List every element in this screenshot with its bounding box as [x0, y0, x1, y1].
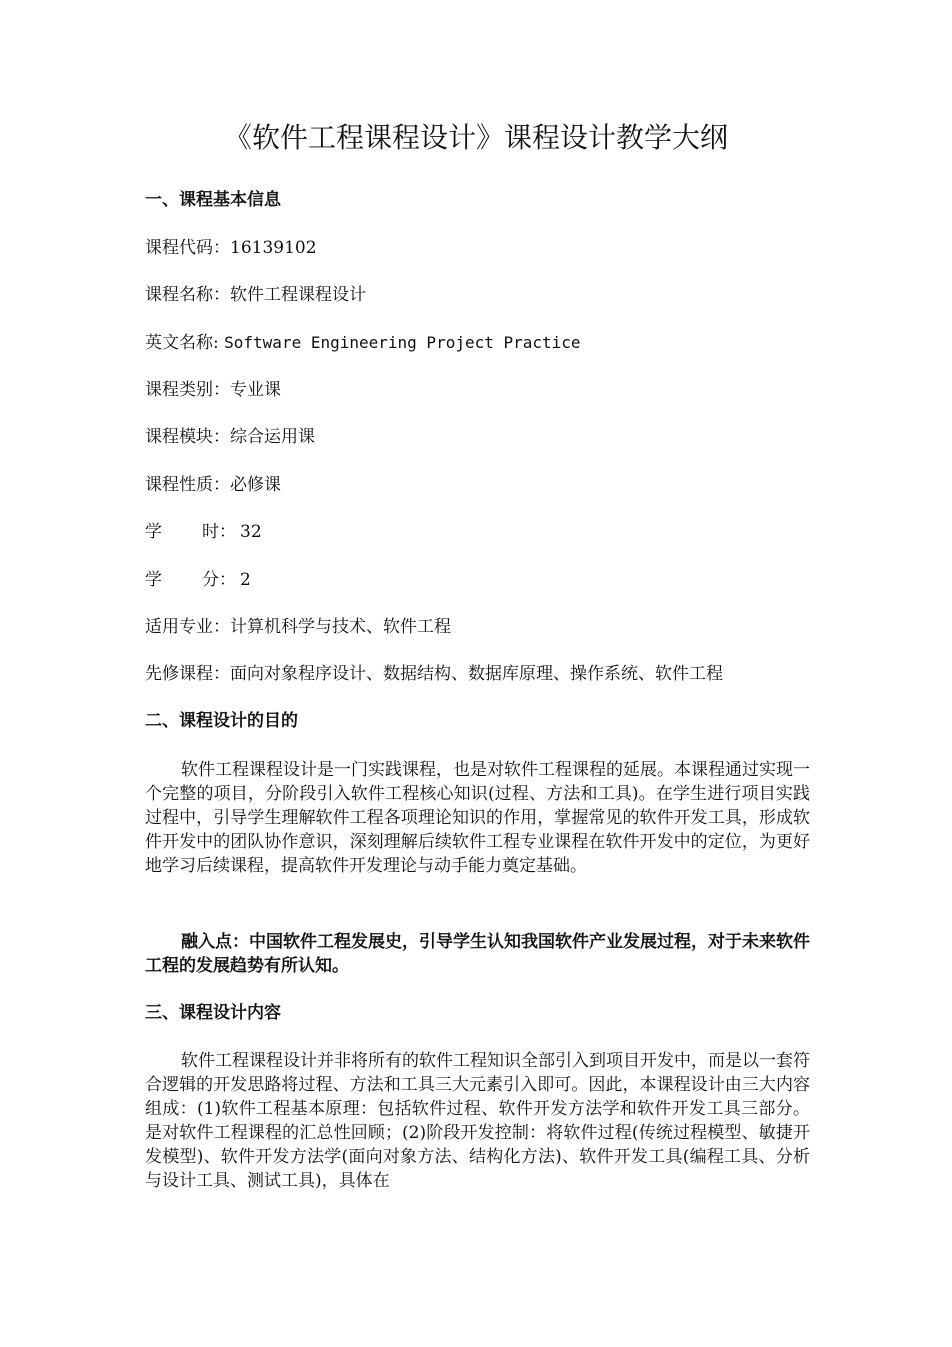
course-hours-value: 32	[240, 522, 262, 542]
course-credits-line	[145, 568, 251, 592]
course-nature-line	[145, 473, 281, 497]
prerequisites-line	[145, 662, 723, 686]
english-name-label: 英文名称:	[145, 333, 225, 353]
course-credits-label	[145, 568, 240, 592]
course-hours-label	[145, 520, 240, 544]
section-heading-content: 三、课程设计内容	[145, 1003, 281, 1023]
section-heading-basic-info: 一、课程基本信息	[145, 190, 281, 210]
course-nature-value: 必修课	[230, 475, 281, 495]
course-nature-label: 课程性质：	[145, 475, 230, 495]
course-name-value: 软件工程课程设计	[230, 285, 366, 305]
course-category-label: 课程类别：	[145, 380, 230, 400]
course-code-label: 课程代码：	[145, 238, 230, 258]
course-module-label: 课程模块：	[145, 427, 230, 447]
course-hours-label-char1: 学	[145, 522, 162, 542]
course-module-value: 综合运用课	[230, 427, 315, 447]
applicable-majors-value: 计算机科学与技术、软件工程	[230, 617, 451, 637]
course-category-line	[145, 378, 281, 402]
course-category-value: 专业课	[230, 380, 281, 400]
course-module-line	[145, 425, 315, 449]
course-code-line	[145, 236, 317, 260]
course-credits-label-char2: 分：	[202, 570, 236, 590]
content-paragraph: 软件工程课程设计并非将所有的软件工程知识全部引入到项目开发中，而是以一套符合逻辑的开发思路将过程、方法和工具三大元素引入即可。因此，本课程设计由三大内容组成：(1)软件工程基本原理：包括软件过程、软件开发方法学和软件开发工具三部分。是对软件工程课程的汇总性回顾；(2)阶段开发控制：将软件过程(传统过程模型、敏捷开发模型)、软件开发方法学(面向对象方法、结构化方法)、软件开发工具(编程工具、分析与设计工具、测试工具)，具体在	[145, 1051, 810, 1191]
prerequisites-value: 面向对象程序设计、数据结构、数据库原理、操作系统、软件工程	[230, 664, 723, 684]
english-name-value: Software Engineering Project Practice	[224, 333, 581, 352]
purpose-paragraph: 软件工程课程设计是一门实践课程，也是对软件工程课程的延展。本课程通过实现一个完整的项目，分阶段引入软件工程核心知识(过程、方法和工具)。在学生进行项目实践过程中，引导学生理解软件工程各项理论知识的作用，掌握常见的软件开发工具，形成软件开发中的团队协作意识，深刻理解后续软件工程专业课程在软件开发中的定位，为更好地学习后续课程，提高软件开发理论与动手能力奠定基础。	[145, 760, 810, 876]
course-credits-label-char1: 学	[145, 570, 162, 590]
course-name-label: 课程名称：	[145, 285, 230, 305]
course-credits-value: 2	[240, 570, 251, 590]
document-title: 《软件工程课程设计》课程设计教学大纲	[223, 121, 728, 154]
section-heading-purpose: 二、课程设计的目的	[145, 711, 298, 731]
applicable-majors-label: 适用专业：	[145, 617, 230, 637]
course-code-value: 16139102	[230, 238, 317, 258]
integration-point-paragraph: 融入点：中国软件工程发展史，引导学生认知我国软件产业发展过程，对于未来软件工程的发展趋势有所认知。	[145, 932, 810, 976]
prerequisites-label: 先修课程：	[145, 664, 230, 684]
applicable-majors-line	[145, 615, 451, 639]
course-hours-label-char2: 时：	[202, 522, 236, 542]
course-hours-line	[145, 520, 262, 544]
english-name-line	[145, 331, 581, 355]
course-name-line	[145, 283, 366, 307]
